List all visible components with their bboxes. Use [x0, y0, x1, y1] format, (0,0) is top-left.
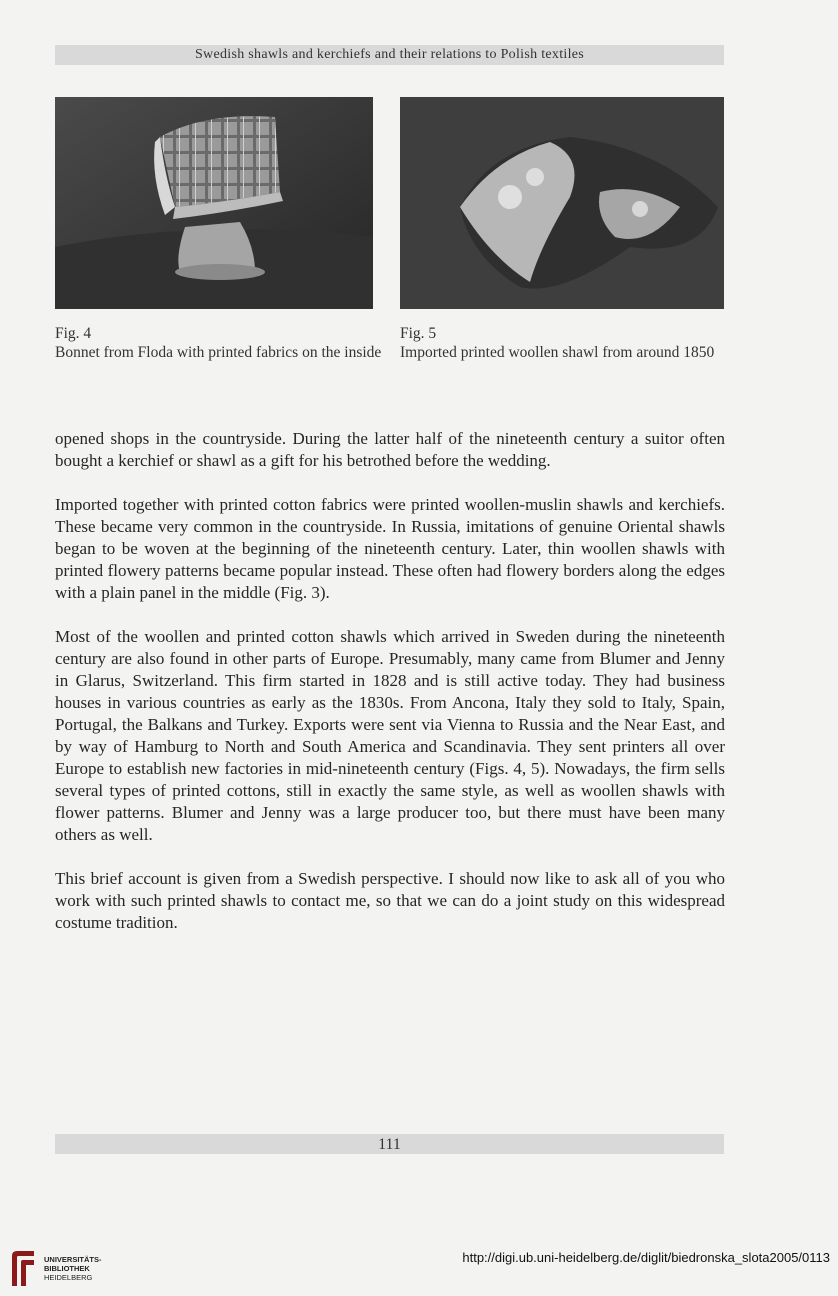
shawl-photo-illustration	[400, 97, 724, 309]
paragraph: Most of the woollen and printed cotton shawls which arrived in Sweden during the nineteenth century are also found in other parts of Europe. Presumably, many came from Blumer and Jenny in Glarus, Switzerland. This firm started in 1828 and is still active today. They had business houses in various countries as early as the 1830s. From Ancona, Italy they sold to Italy, Spain, Portugal, the Balkans and Turkey. Exports were sent via Vienna to Russia and the Near East, and by way of Hamburg to North and South America and Scandinavia. They sent printers all over Europe to establish new factories in mid-nineteenth century (Figs. 4, 5). Nowadays, the firm sells several types of printed cottons, still in exactly the same style, as well as woollen shawls with flower patterns. Blumer and Jenny was a large producer too, but there must have been many others as well.	[55, 627, 725, 844]
figure-5-shawl-photo	[400, 97, 724, 309]
figure-5-caption-text: Imported printed woollen shawl from around 1850	[400, 344, 715, 361]
paragraph: opened shops in the countryside. During the latter half of the nineteenth century a suitor often bought a kerchief or shawl as a gift for his betrothed before the wedding.	[55, 429, 725, 470]
source-url: http://digi.ub.uni-heidelberg.de/diglit/biedronska_slota2005/0113	[462, 1250, 830, 1265]
library-name-line1: UNIVERSITÄTS-	[44, 1254, 102, 1264]
figure-4-caption-text: Bonnet from Floda with printed fabrics on the inside	[55, 344, 382, 361]
library-emblem-icon	[8, 1248, 38, 1288]
paragraph: Imported together with printed cotton fabrics were printed woollen-muslin shawls and kerchiefs. These became very common in the countryside. In Russia, imitations of genuine Oriental shawls began to be woven at the beginning of the nineteenth century. Later, thin woollen shawls with printed flowery patterns became popular instead. These often had flowery borders along the edges with a plain panel in the middle (Fig. 3).	[55, 495, 725, 602]
bonnet-photo-illustration	[55, 97, 373, 309]
running-header: Swedish shawls and kerchiefs and their relations to Polish textiles	[55, 45, 724, 65]
figure-4-bonnet-photo	[55, 97, 373, 309]
figure-5-caption	[400, 324, 730, 362]
library-logo	[8, 1246, 118, 1290]
library-name-line2: BIBLIOTHEK	[44, 1263, 90, 1273]
paragraph: This brief account is given from a Swedish perspective. I should now like to ask all of you who work with such printed shawls to contact me, so that we can do a joint study on this widespread costume tradition.	[55, 869, 725, 932]
library-name-line3: HEIDELBERG	[44, 1272, 93, 1282]
figure-5-label: Fig. 5	[400, 325, 437, 342]
figure-4-label: Fig. 4	[55, 325, 92, 342]
figure-4-caption	[55, 324, 385, 362]
body-text	[55, 428, 725, 956]
page-number: 111	[55, 1134, 724, 1154]
